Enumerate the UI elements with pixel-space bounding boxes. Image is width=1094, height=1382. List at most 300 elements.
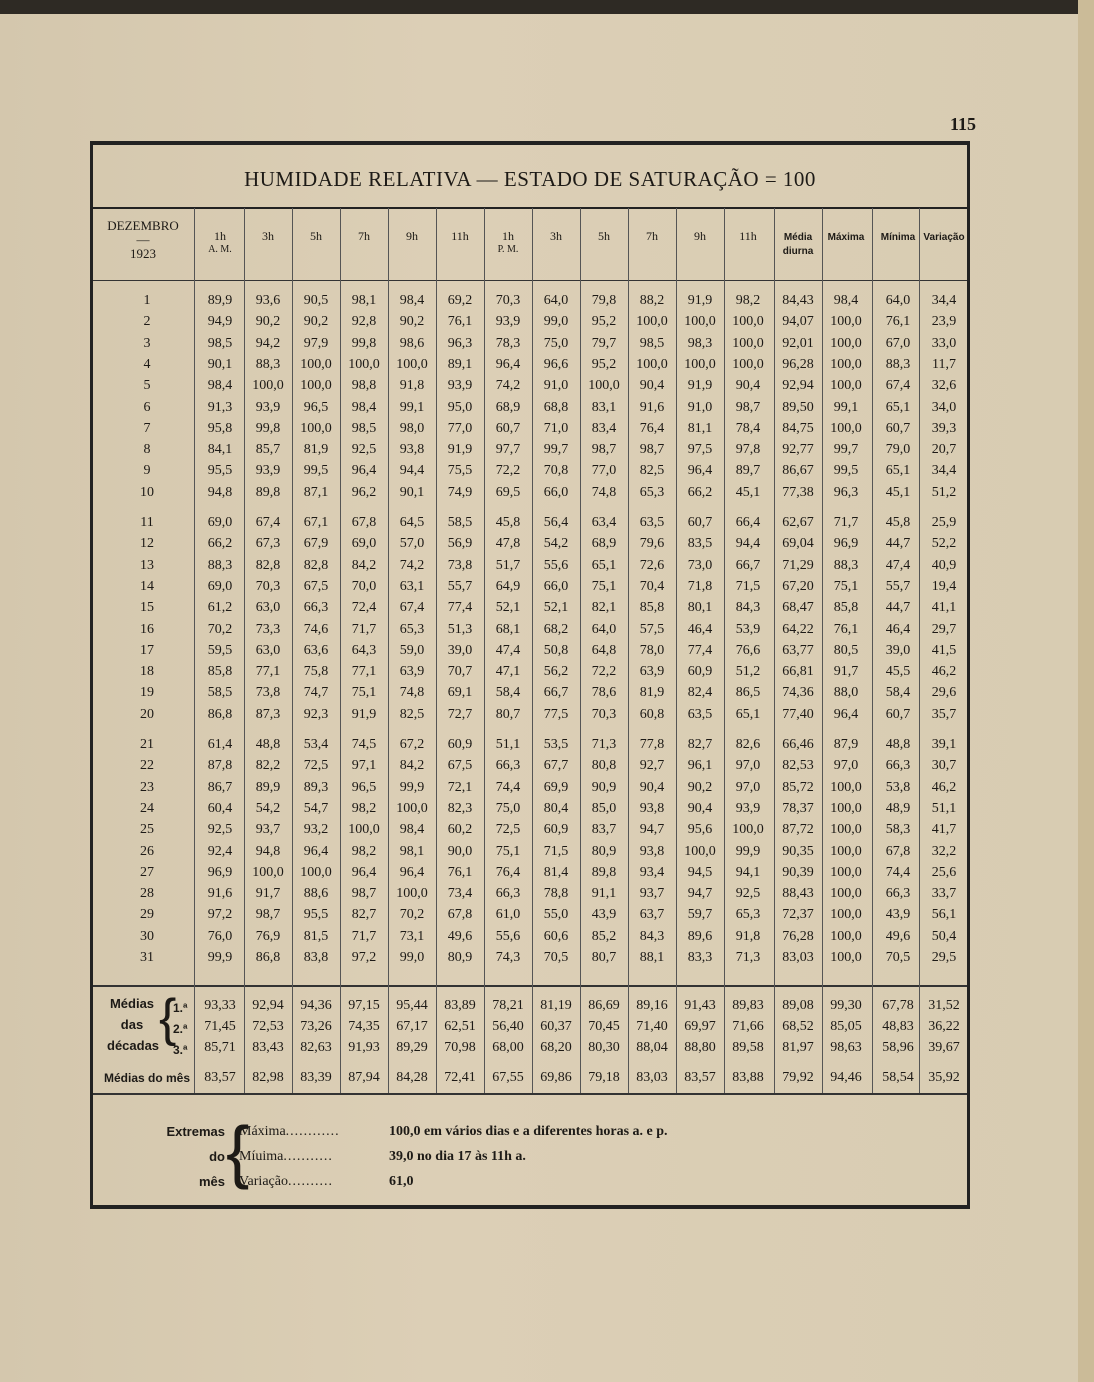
data-cell: 72,5 [303,758,329,774]
header-col-label: 3h [550,229,562,243]
data-cell: 88,1 [639,950,665,965]
data-cell: 78,6 [591,685,617,701]
day-number: 30 [140,928,154,944]
data-cell: 39,1 [931,737,957,752]
data-cell: 93,8 [639,800,665,816]
decade-2-label: 2.ª [173,1022,188,1036]
data-cell: 100,0 [300,378,332,394]
data-cell: 91,8 [399,378,425,394]
data-cell: 70,3 [591,706,617,722]
data-cell: 66,2 [207,536,233,552]
data-cell: 100,0 [830,843,862,859]
data-cell: 80,4 [543,800,569,816]
data-cell: 74,5 [351,737,377,752]
data-cell: 81,9 [639,685,665,701]
month-mean-rule [93,1093,967,1095]
data-cell: 98,4 [399,822,425,838]
decade-mean-cell: 88,80 [684,1040,716,1055]
header-col-11 [677,229,723,243]
data-cell: 85,2 [591,928,617,944]
data-cell: 51,2 [931,484,957,500]
data-cell: 89,9 [255,779,281,795]
data-cell: 75,5 [447,463,473,479]
data-cell: 63,1 [399,578,425,594]
data-cell: 96,4 [687,463,713,479]
scan-top-edge [0,0,1094,14]
header-col-label: 3h [262,229,274,243]
decade-mean-cell: 31,52 [928,998,960,1013]
data-cell: 91,7 [833,664,859,680]
data-cell: 99,8 [255,420,281,436]
data-cell: 75,0 [495,800,521,816]
day-number: 2 [143,314,151,330]
data-cell: 45,8 [885,515,911,530]
data-cell: 67,4 [399,600,425,616]
data-cell: 66,4 [735,515,761,530]
data-cell: 89,1 [447,356,473,372]
data-cell: 97,7 [495,442,521,458]
data-cell: 76,1 [885,314,911,330]
data-cell: 85,8 [207,664,233,680]
extreme-min [239,1144,340,1169]
data-cell: 48,9 [885,800,911,816]
data-cell: 34,4 [931,463,957,479]
data-cell: 63,0 [255,642,281,658]
data-cell: 99,1 [399,399,425,415]
data-cell: 98,7 [591,442,617,458]
column-rule [388,208,389,1093]
decade-mean-cell: 71,40 [636,1019,668,1034]
data-cell: 100,0 [396,356,428,372]
header-col-10 [629,229,675,243]
data-cell: 73,0 [687,557,713,573]
data-cell: 84,3 [639,928,665,944]
extreme-var-dots: .......... [287,1174,333,1189]
data-cell: 100,0 [732,314,764,330]
data-cell: 84,2 [351,557,377,573]
data-cell: 63,9 [399,664,425,680]
data-cell: 72,1 [447,779,473,795]
data-cell: 53,8 [885,779,911,795]
data-cell: 100,0 [830,907,862,923]
data-cell: 71,7 [833,515,859,530]
data-cell: 92,7 [639,758,665,774]
data-cell: 60,6 [543,928,569,944]
data-cell: 83,8 [303,950,329,965]
data-cell: 47,8 [495,536,521,552]
data-cell: 51,1 [931,800,957,816]
data-cell: 100,0 [684,356,716,372]
day-number: 24 [140,800,154,816]
data-cell: 74,36 [782,685,814,701]
data-cell: 71,8 [687,578,713,594]
data-cell: 59,7 [687,907,713,923]
month-mean-cell: 83,39 [300,1070,332,1085]
data-cell: 32,6 [931,378,957,394]
day-number: 27 [140,864,154,880]
decade-label-line-1: Médias [109,996,155,1011]
data-cell: 53,9 [735,621,761,637]
data-cell: 80,8 [591,758,617,774]
extreme-min-value: 39,0 no dia 17 às 11h a. [389,1149,526,1164]
data-cell: 66,3 [885,886,911,902]
decade-mean-cell: 89,58 [732,1040,764,1055]
data-cell: 91,9 [447,442,473,458]
header-col-label: 7h [358,229,370,243]
data-cell: 66,3 [495,758,521,774]
data-cell: 51,1 [495,737,521,752]
data-cell: 63,4 [591,515,617,530]
extreme-max-name: Máxima [239,1124,286,1139]
data-cell: 49,6 [885,928,911,944]
data-cell: 100,0 [300,864,332,880]
data-cell: 94,07 [782,314,814,330]
data-cell: 92,77 [782,442,814,458]
data-cell: 72,2 [495,463,521,479]
data-cell: 93,9 [255,399,281,415]
data-cell: 94,1 [735,864,761,880]
data-cell: 99,9 [399,779,425,795]
decade-mean-cell: 95,44 [396,998,428,1013]
header-month-year [93,219,193,261]
decade-mean-cell: 70,45 [588,1019,620,1034]
data-cell: 100,0 [830,928,862,944]
header-col-label: 1h [502,229,514,243]
data-cell: 68,47 [782,600,814,616]
extremes-label-line-1: Extremas [166,1124,225,1139]
table-frame [90,141,970,1209]
data-cell: 74,2 [495,378,521,394]
header-col-label: 7h [646,229,658,243]
decade-mean-cell: 89,29 [396,1040,428,1055]
column-rule [628,208,629,1093]
data-cell: 72,37 [782,907,814,923]
data-cell: 87,3 [255,706,281,722]
data-cell: 78,0 [639,642,665,658]
decade-mean-cell: 81,97 [782,1040,814,1055]
data-cell: 85,72 [782,779,814,795]
data-cell: 65,1 [735,706,761,722]
extreme-min-dots: ........... [283,1149,333,1164]
data-cell: 72,2 [591,664,617,680]
data-cell: 67,7 [543,758,569,774]
data-cell: 91,9 [687,293,713,308]
data-cell: 47,4 [495,642,521,658]
data-cell: 63,77 [782,642,814,658]
day-number: 23 [140,779,154,795]
data-cell: 76,0 [207,928,233,944]
data-cell: 90,4 [639,378,665,394]
header-col-label: 9h [406,229,418,243]
data-cell: 47,4 [885,557,911,573]
data-cell: 90,2 [687,779,713,795]
data-cell: 90,4 [735,378,761,394]
data-cell: 96,5 [351,779,377,795]
data-cell: 46,4 [885,621,911,637]
data-cell: 80,5 [833,642,859,658]
data-cell: 76,1 [447,314,473,330]
data-cell: 41,1 [931,600,957,616]
decade-means-label [107,993,160,1056]
data-cell: 98,1 [351,293,377,308]
data-cell: 81,9 [303,442,329,458]
data-cell: 100,0 [830,420,862,436]
column-rule [919,208,920,1093]
data-cell: 41,7 [931,822,957,838]
data-cell: 86,5 [735,685,761,701]
data-cell: 97,0 [833,758,859,774]
data-cell: 63,7 [639,907,665,923]
data-cell: 58,4 [495,685,521,701]
data-cell: 39,0 [447,642,473,658]
data-cell: 99,5 [303,463,329,479]
data-cell: 47,1 [495,664,521,680]
decade-label-line-2: das [120,1017,144,1032]
data-cell: 97,2 [207,907,233,923]
data-cell: 77,40 [782,706,814,722]
column-rule [340,208,341,1093]
data-cell: 70,7 [447,664,473,680]
day-number: 22 [140,758,154,774]
data-cell: 64,8 [591,642,617,658]
day-number: 11 [140,515,154,530]
data-cell: 98,4 [351,399,377,415]
data-cell: 92,4 [207,843,233,859]
data-cell: 82,5 [399,706,425,722]
day-number: 21 [140,737,154,752]
day-number: 29 [140,907,154,923]
data-cell: 68,8 [543,399,569,415]
header-col-label: Máxima [827,232,865,243]
column-rule [532,208,533,1093]
data-cell: 43,9 [591,907,617,923]
data-cell: 44,7 [885,600,911,616]
data-cell: 96,4 [399,864,425,880]
data-cell: 80,1 [687,600,713,616]
data-cell: 100,0 [252,378,284,394]
column-rule [194,208,195,1093]
data-cell: 82,6 [735,737,761,752]
data-cell: 58,4 [885,685,911,701]
data-cell: 91,8 [735,928,761,944]
decade-3-label: 3.ª [173,1043,188,1057]
month-mean-cell: 83,57 [684,1070,716,1085]
header-col-sub: A. M. [208,244,232,255]
data-cell: 55,0 [543,907,569,923]
data-cell: 55,7 [447,578,473,594]
extreme-max-dots: ............ [285,1124,340,1139]
data-cell: 98,6 [399,335,425,351]
data-cell: 84,1 [207,442,233,458]
month-mean-cell: 79,18 [588,1070,620,1085]
decade-mean-cell: 69,97 [684,1019,716,1034]
header-col-sub: diurna [782,246,814,257]
data-cell: 70,5 [543,950,569,965]
day-number: 18 [140,664,154,680]
data-cell: 89,3 [303,779,329,795]
header-col-9 [581,229,627,243]
header-col-label: 11h [739,229,757,243]
data-cell: 78,37 [782,800,814,816]
day-number: 31 [140,950,154,965]
data-cell: 81,1 [687,420,713,436]
data-cell: 96,3 [447,335,473,351]
data-cell: 70,0 [351,578,377,594]
column-rule [872,208,873,1093]
data-cell: 65,1 [885,463,911,479]
data-cell: 66,2 [687,484,713,500]
decade-mean-cell: 68,00 [492,1040,524,1055]
data-cell: 67,1 [303,515,329,530]
data-cell: 100,0 [636,314,668,330]
data-cell: 59,0 [399,642,425,658]
data-cell: 56,9 [447,536,473,552]
data-cell: 83,5 [687,536,713,552]
day-number: 10 [140,484,154,500]
data-cell: 71,7 [351,928,377,944]
data-cell: 94,7 [687,886,713,902]
data-cell: 100,0 [830,779,862,795]
data-cell: 74,3 [495,950,521,965]
data-cell: 67,9 [303,536,329,552]
data-cell: 100,0 [300,356,332,372]
month-mean-cell: 83,03 [636,1070,668,1085]
header-col-7 [485,229,531,257]
data-cell: 73,8 [447,557,473,573]
decade-mean-cell: 60,37 [540,1019,572,1034]
month-mean-cell: 72,41 [444,1070,476,1085]
decade-mean-cell: 36,22 [928,1019,960,1034]
data-cell: 75,1 [351,685,377,701]
data-cell: 98,4 [833,293,859,308]
data-cell: 98,1 [399,843,425,859]
decade-mean-cell: 67,78 [882,998,914,1013]
data-cell: 94,7 [639,822,665,838]
header-col-label: 5h [598,229,610,243]
data-cell: 100,0 [830,314,862,330]
data-cell: 99,7 [543,442,569,458]
data-cell: 88,3 [255,356,281,372]
data-cell: 79,6 [639,536,665,552]
data-cell: 79,8 [591,293,617,308]
data-cell: 90,4 [687,800,713,816]
data-cell: 44,7 [885,536,911,552]
data-cell: 25,6 [931,864,957,880]
data-cell: 94,4 [399,463,425,479]
header-col-label: Mínima [880,232,916,243]
data-cell: 99,8 [351,335,377,351]
data-cell: 93,2 [303,822,329,838]
header-col-label: Variação [923,232,965,243]
data-cell: 83,3 [687,950,713,965]
data-cell: 77,0 [591,463,617,479]
data-cell: 100,0 [830,886,862,902]
data-cell: 73,1 [399,928,425,944]
decade-mean-cell: 62,51 [444,1019,476,1034]
data-cell: 82,8 [255,557,281,573]
data-cell: 58,3 [885,822,911,838]
summary-rule [93,985,967,987]
day-number: 20 [140,706,154,722]
data-cell: 76,9 [255,928,281,944]
data-cell: 39,3 [931,420,957,436]
data-cell: 81,5 [303,928,329,944]
data-cell: 76,6 [735,642,761,658]
data-cell: 87,9 [833,737,859,752]
month-mean-cell: 67,55 [492,1070,524,1085]
data-cell: 98,0 [399,420,425,436]
data-cell: 90,0 [447,843,473,859]
month-mean-cell: 87,94 [348,1070,380,1085]
data-cell: 74,7 [303,685,329,701]
data-cell: 39,0 [885,642,911,658]
header-col-6 [437,229,483,243]
data-cell: 68,9 [591,536,617,552]
data-cell: 51,3 [447,621,473,637]
data-cell: 98,3 [687,335,713,351]
data-cell: 69,0 [207,578,233,594]
data-cell: 33,7 [931,886,957,902]
decade-mean-cell: 70,98 [444,1040,476,1055]
header-col-label: 11h [451,229,469,243]
data-cell: 69,1 [447,685,473,701]
data-cell: 66,0 [543,484,569,500]
data-cell: 97,9 [303,335,329,351]
data-cell: 65,3 [399,621,425,637]
data-cell: 63,5 [687,706,713,722]
column-rule [580,208,581,1093]
data-cell: 93,6 [255,293,281,308]
data-cell: 98,7 [735,399,761,415]
day-number: 14 [140,578,154,594]
data-cell: 90,35 [782,843,814,859]
data-cell: 84,3 [735,600,761,616]
data-cell: 71,3 [735,950,761,965]
header-col-4 [341,229,387,243]
extremes-brace: { [226,1112,250,1190]
header-col-label: 1h [214,229,226,243]
decade-brace: { [159,989,177,1047]
data-cell: 63,6 [303,642,329,658]
data-cell: 68,9 [495,399,521,415]
data-cell: 86,7 [207,779,233,795]
decade-mean-cell: 91,43 [684,998,716,1013]
data-cell: 40,9 [931,557,957,573]
data-cell: 57,0 [399,536,425,552]
data-cell: 65,3 [639,484,665,500]
data-cell: 46,2 [931,779,957,795]
header-col-label: 5h [310,229,322,243]
data-cell: 45,8 [495,515,521,530]
data-cell: 58,5 [207,685,233,701]
data-cell: 69,2 [447,293,473,308]
data-cell: 94,8 [255,843,281,859]
header-col-label: Média [783,232,813,243]
data-cell: 67,0 [885,335,911,351]
data-cell: 77,8 [639,737,665,752]
data-cell: 78,3 [495,335,521,351]
data-cell: 100,0 [830,822,862,838]
month-mean-cell: 82,98 [252,1070,284,1085]
extreme-max [239,1119,340,1144]
data-cell: 82,7 [687,737,713,752]
data-cell: 96,4 [351,864,377,880]
data-cell: 98,7 [255,907,281,923]
data-cell: 82,53 [782,758,814,774]
data-cell: 89,50 [782,399,814,415]
month-mean-cell: 84,28 [396,1070,428,1085]
data-cell: 70,3 [255,578,281,594]
